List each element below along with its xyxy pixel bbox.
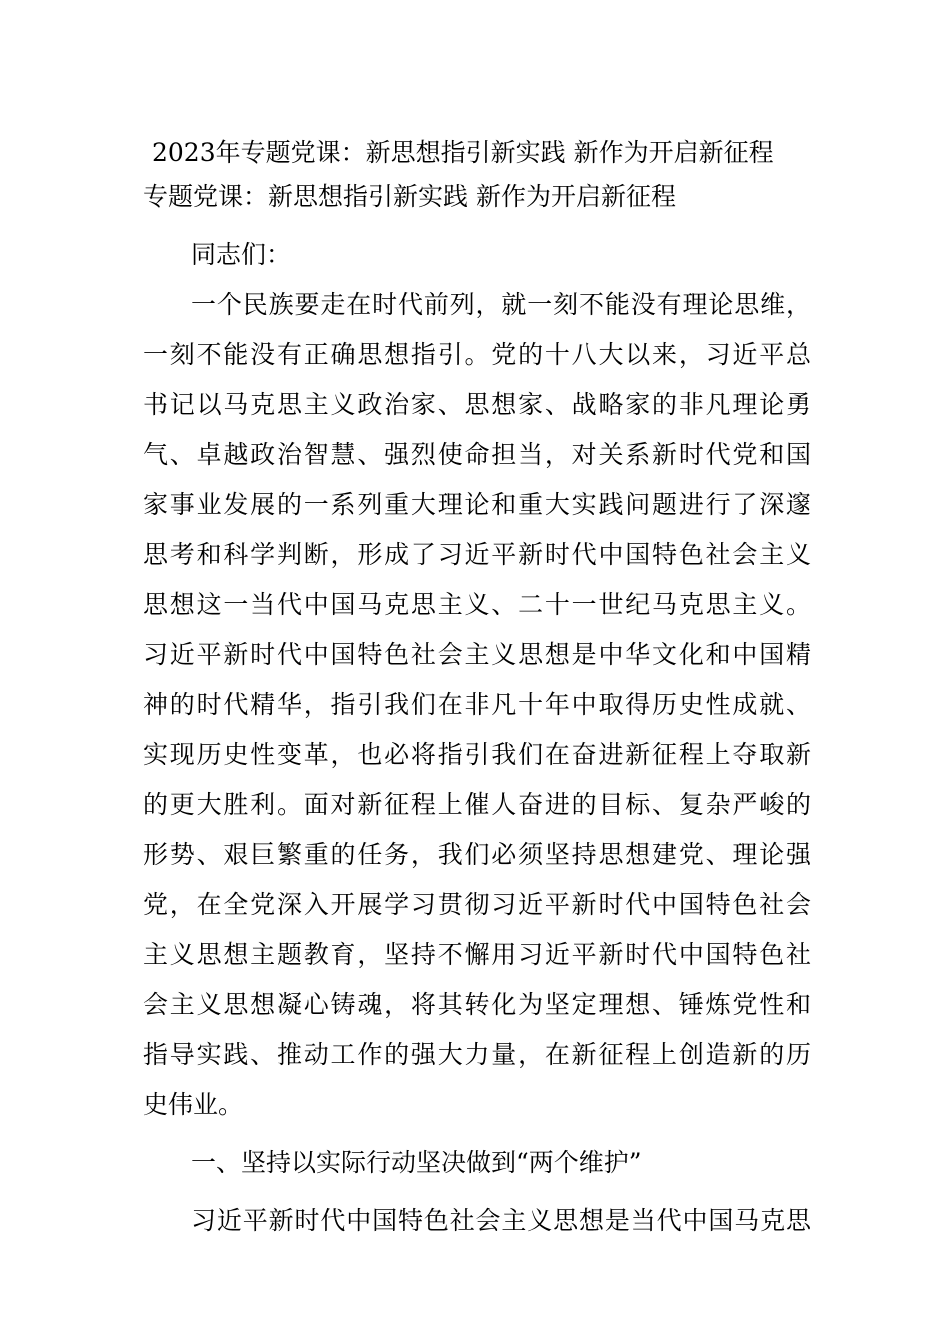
paragraph-line: 家事业发展的一系列重大理论和重大实践问题进行了深邃 xyxy=(143,490,811,519)
document-title-line-2: 专题党课：新思想指引新实践 新作为开启新征程 xyxy=(143,182,676,211)
paragraph-line: 史伟业。 xyxy=(143,1090,244,1119)
paragraph-line: 气、卓越政治智慧、强烈使命担当，对关系新时代党和国 xyxy=(143,440,811,469)
paragraph-line: 的更大胜利。面对新征程上催人奋进的目标、复杂严峻的 xyxy=(143,790,811,819)
paragraph-line: 指导实践、推动工作的强大力量，在新征程上创造新的历 xyxy=(143,1040,811,1069)
paragraph-line: 党，在全党深入开展学习贯彻习近平新时代中国特色社会 xyxy=(143,890,811,919)
paragraph-line: 实现历史性变革，也必将指引我们在奋进新征程上夺取新 xyxy=(143,740,811,769)
document-title-line-1: 2023年专题党课：新思想指引新实践 新作为开启新征程 xyxy=(152,138,774,167)
document-body xyxy=(143,128,811,1246)
salutation: 同志们： xyxy=(191,240,292,269)
paragraph-2-line-1: 习近平新时代中国特色社会主义思想是当代中国马克思 xyxy=(191,1206,811,1235)
paragraph-line: 习近平新时代中国特色社会主义思想是中华文化和中国精 xyxy=(143,640,811,669)
paragraph-line: 主义思想主题教育，坚持不懈用习近平新时代中国特色社 xyxy=(143,940,811,969)
paragraph-line: 形势、艰巨繁重的任务，我们必须坚持思想建党、理论强 xyxy=(143,840,811,869)
paragraph-line: 一刻不能没有正确思想指引。党的十八大以来，习近平总 xyxy=(143,340,811,369)
section-heading-1: 一、坚持以实际行动坚决做到“两个维护” xyxy=(191,1148,642,1177)
paragraph-line: 一个民族要走在时代前列，就一刻不能没有理论思维， xyxy=(191,290,811,319)
paragraph-line: 思考和科学判断，形成了习近平新时代中国特色社会主义 xyxy=(143,540,811,569)
paragraph-1 xyxy=(143,280,811,1130)
paragraph-line: 会主义思想凝心铸魂，将其转化为坚定理想、锤炼党性和 xyxy=(143,990,811,1019)
paragraph-line: 神的时代精华，指引我们在非凡十年中取得历史性成就、 xyxy=(143,690,811,719)
paragraph-line: 书记以马克思主义政治家、思想家、战略家的非凡理论勇 xyxy=(143,390,811,419)
paragraph-line: 思想这一当代中国马克思主义、二十一世纪马克思主义。 xyxy=(143,590,811,619)
